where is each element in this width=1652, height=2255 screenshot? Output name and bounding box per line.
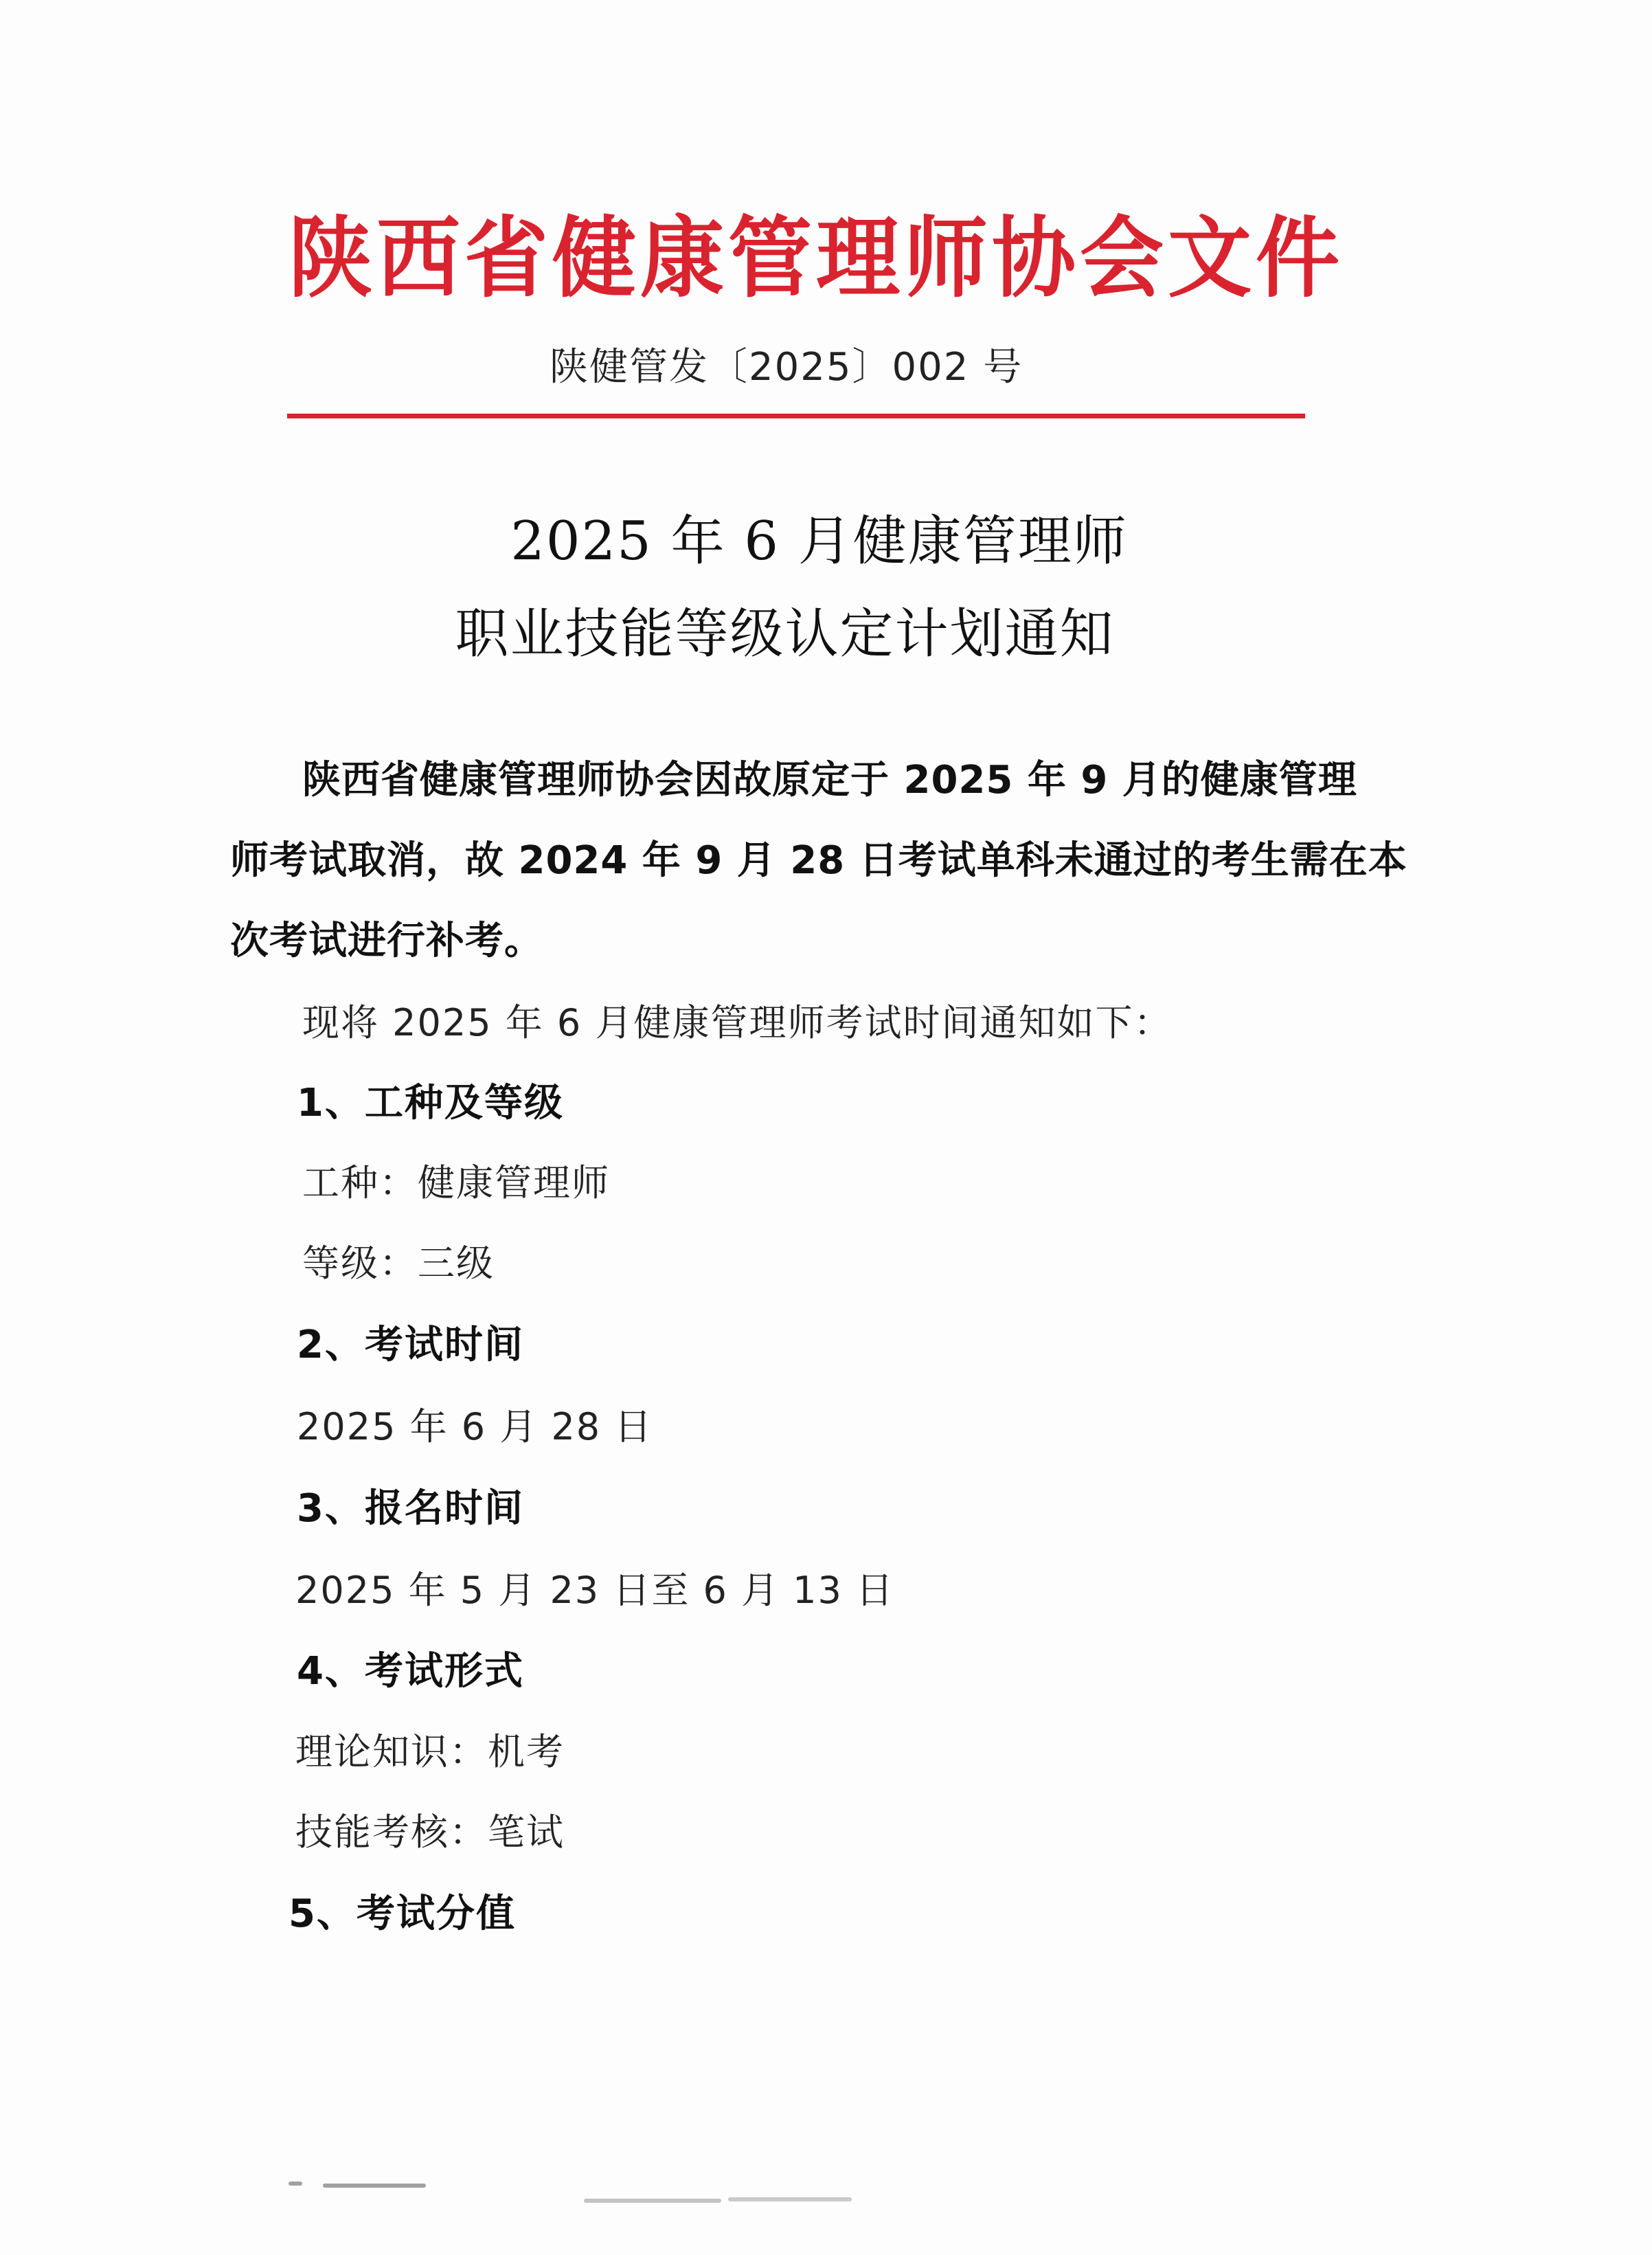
notice-title-line-1: 2025 年 6 月健康管理师 <box>510 511 1128 572</box>
lead-sentence: 现将 2025 年 6 月健康管理师考试时间通知如下： <box>302 1001 1173 1044</box>
scan-artifact <box>323 2184 426 2188</box>
section-1-line-1: 工种：健康管理师 <box>302 1161 610 1204</box>
intro-paragraph-line-2: 师考试取消，故 2024 年 9 月 28 日考试单科未通过的考生需在本 <box>230 838 1407 883</box>
letterhead-divider <box>287 414 1305 418</box>
section-3-line-1: 2025 年 5 月 23 日至 6 月 13 日 <box>295 1569 895 1612</box>
section-heading-2: 2、考试时间 <box>297 1323 524 1367</box>
section-heading-3: 3、报名时间 <box>297 1486 524 1531</box>
scan-artifact <box>584 2199 721 2203</box>
intro-paragraph-line-1: 陕西省健康管理师协会因故原定于 2025 年 9 月的健康管理 <box>302 758 1357 803</box>
intro-paragraph-line-3: 次考试进行补考。 <box>230 919 543 963</box>
section-heading-1: 1、工种及等级 <box>297 1081 564 1125</box>
section-4-line-2: 技能考核：笔试 <box>295 1810 565 1854</box>
section-2-line-1: 2025 年 6 月 28 日 <box>297 1405 653 1448</box>
org-letterhead-title: 陕西省健康管理师协会文件 <box>288 207 1344 310</box>
notice-title-line-2: 职业技能等级认定计划通知 <box>455 603 1115 665</box>
scan-artifact <box>728 2197 852 2201</box>
scan-artifact <box>288 2181 302 2186</box>
section-heading-4: 4、考试形式 <box>297 1649 524 1694</box>
section-4-line-1: 理论知识：机考 <box>295 1730 565 1773</box>
document-number: 陕健管发〔2025〕002 号 <box>550 345 1023 390</box>
section-heading-5: 5、考试分值 <box>288 1892 516 1936</box>
section-1-line-2: 等级：三级 <box>302 1242 495 1285</box>
